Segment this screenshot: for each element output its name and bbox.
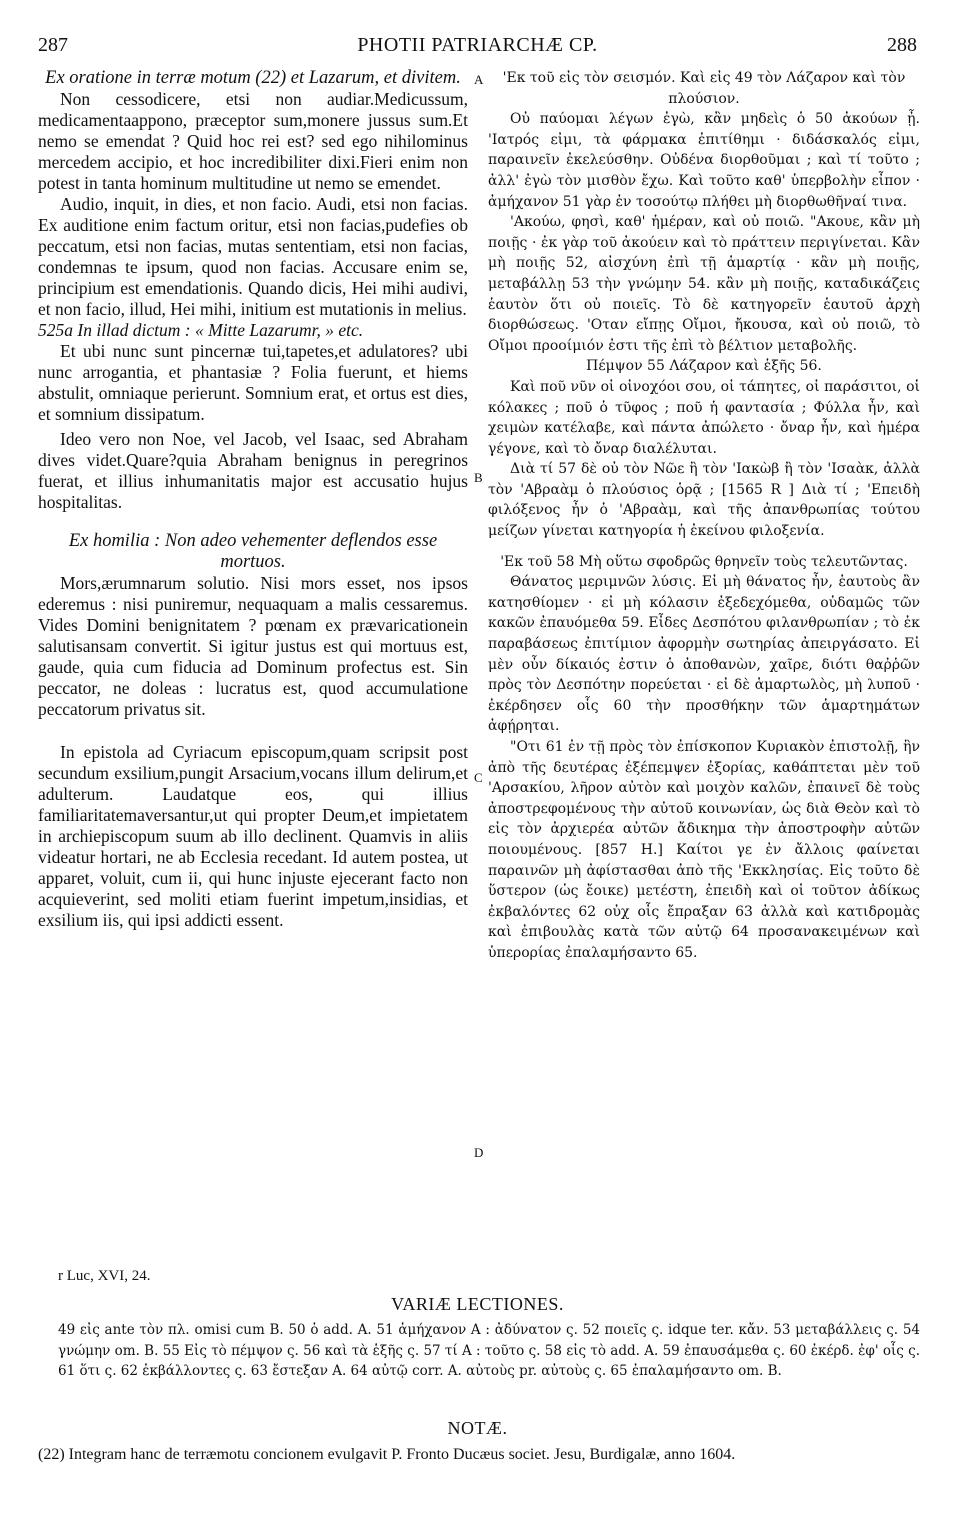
- latin-paragraph: Non cessodicere, etsi non audiar.Medicussum, medicamentaappono, præceptor sum,monere jussus sum.Et nemo se emendat ? Quid hoc rei est? sed ego nihilominus mercedem accipio, et hoc incredibiliter dixi.Fieri enim non potest in tanta hominum multitudine ut nemo se emendet.: [38, 89, 468, 193]
- greek-heading-2: 'Εκ τοῦ 58 Μὴ οὕτω σφοδρῶς θρηνεῖν τοὺς τελευτῶντας.: [500, 553, 908, 570]
- greek-paragraph: Θάνατος μεριμνῶν λύσις. Εἰ μὴ θάνατος ἦν, ἑαυτοὺς ἂν κατησθίομεν · εἰ μὴ κόλασιν ἐξεδεχόμεθα, οὐδαμῶς τῶν κακῶν ἐπαυόμεθα 59. Εἶδες Δεσπότου φιλανθρωπίαν ; τὸ ἐκ παραβάσεως ἐπιτίμιον ἀφορμὴν σωτηρίας ἀπειργάσατο. Εἰ μὲν οὖν δίκαιός ἐστιν ὁ ἀποθανὼν, χαῖρε, διότι θαῤῥῶν πρὸς τὸν Δεσπότην πορεύεται · εἰ δὲ ἁμαρτωλὸς, μὴ λυποῦ · ἐκέρδησεν οἷς 60 τὴν προσθήκην τῶν ἁμαρτημάτων ἀφῄρηται.: [488, 574, 920, 735]
- latin-subheading: 525a In illad dictum : « Mitte Lazarumr, » etc.: [38, 320, 364, 340]
- latin-paragraph: Ideo vero non Noe, vel Jacob, vel Isaac, sed Abraham dives videt.Quare?quia Abraham benignus in peregrinos fuerat, et illius inhumanitatis major est accusatio hujus hospitalitas.: [38, 429, 468, 512]
- greek-subheading: Πέμψον 55 Λάζαρον καὶ ἑξῆς 56.: [586, 358, 822, 375]
- margin-letter-a: A: [474, 72, 484, 87]
- latin-paragraph: Audio, inquit, in dies, et non facio. Audi, etsi non facias. Ex auditione enim factum oritur, etsi non facias,pudefies ob peccatum, etsi non facias, mutas sententiam, etsi non facias, condemnas te ipsum, quod non facias. Accusare enim se, principium est emendationis. Quando dicis, Hei mihi audivi, et non facio, illud, Hei mihi, initium est mutationis in melius.: [38, 194, 468, 319]
- greek-paragraph: Καὶ ποῦ νῦν οἱ οἰνοχόοι σου, οἱ τάπητες, οἱ παράσιτοι, οἱ κόλακες ; ποῦ ὁ τῦφος ; ποῦ ἡ φαντασία ; Φύλλα ἦν, καὶ χειμὼν κατέλαβε, καὶ πάντα ἀπώλετο · ὄναρ ἦν, καὶ ἡμέρα γέγονε, καὶ τὸ ὄναρ διαλέλυται.: [488, 378, 920, 457]
- latin-heading-1: Ex oratione in terræ motum (22) et Lazarum, et divitem.: [45, 68, 461, 88]
- notae-heading: NOTÆ.: [447, 1418, 508, 1438]
- latin-paragraph: In epistola ad Cyriacum episcopum,quam scripsit post secundum exsilium,pungit Arsacium,vocans illum delirum,et adulterum. Laudatque eos, qui illius familiaritatemaversantur,ut qui propter Deum,et impietatem in archiepiscopum suum ab illo declinent. Quamvis in aliis videatur hortari, ne ab Ecclesia recedant. Id autem postea, ut apparet, voluit, cum ii, qui hunc injuste ejecerant facto non acquieverint, sed moliti etiam fuerint impetum,insidias, et exsilium iis, qui ipsi addicti essent.: [38, 742, 468, 930]
- latin-heading-2: Ex homilia : Non adeo vehementer deflendos esse mortuos.: [68, 531, 438, 572]
- latin-column: [38, 68, 468, 931]
- greek-heading-1: 'Εκ τοῦ εἰς τὸν σεισμόν. Καὶ εἰς 49 τὸν Λάζαρον καὶ τὸν πλούσιον.: [502, 70, 906, 107]
- footnote-reference: r Luc, XVI, 24.: [58, 1268, 151, 1284]
- latin-paragraph: Mors,ærumnarum solutio. Nisi mors esset, nos ipsos ederemus : nisi puniremur, nequaquam a malis cessaremus. Vides Domini benignitatem ? pœnam ex prævaricationein salutisansam convertit. Si igitur justus est qui mortuus est, gaude, quia cum fiducia ad Dominum profectus est. Sin peccator, ne doleas : lucratus est, quod accumulatione peccatorum privatus sit.: [38, 573, 468, 719]
- page-header: [0, 0, 955, 70]
- page-number-right: 288: [887, 34, 917, 56]
- latin-paragraph: Et ubi nunc sunt pincernæ tui,tapetes,et adulatores? ubi nunc arrogantia, et phantasiæ ? Folia fuerunt, et hiems abstulit, omniaque perierunt. Somnium erat, et ortus est dies, et somnium dissipatum.: [38, 341, 468, 424]
- varia-lectiones-text: 49 εἰς ante τὸν πλ. omisi cum B. 50 ὁ add. A. 51 ἀμήχανον A : ἀδύνατον ς. 52 ποιεῖς ς. idque ter. κἄν. 53 μεταβάλλεις ς. 54 γνώμην om. B. 55 Εἰς τὸ πέμψον ς. 56 καὶ τὰ ἑξῆς ς. 57 τί A : τοῦτο ς. 58 εἰς τὸ add. A. 59 ἐπαυσάμεθα ς. 60 ἐκέρδ. ἐφ' οἷς ς. 61 ὅτι ς. 62 ἐκβάλλοντες ς. 63 ἔστεξαν A. 64 αὐτῷ corr. A. αὐτοὺς pr. αὐτοὺς ς. 65 ἐπαλαμήσαντο om. B.: [58, 1322, 920, 1379]
- greek-paragraph: Οὐ παύομαι λέγων ἐγὼ, κἂν μηδεὶς ὁ 50 ἀκούων ᾖ. 'Ιατρός εἰμι, τὰ φάρμακα ἐπιτίθημι · διδάσκαλός εἰμι, παραινεῖν ἐκελεύσθην. Οὐδένα διορθοῦμαι ; καὶ τί τοῦτο ; ἀλλ' ἐγὼ τὸν μισθὸν ἔχω. Καὶ τοῦτο καθ' ὑπερβολὴν εἶπον · ἀμήχανον 51 γὰρ ἐν τοσούτῳ πλήθει μὴ διορθωθῆναί τινα.: [488, 111, 920, 210]
- page-number-left: 287: [38, 34, 68, 56]
- margin-letter-b: B: [474, 470, 483, 485]
- greek-paragraph: "Οτι 61 ἐν τῇ πρὸς τὸν ἐπίσκοπον Κυριακὸν ἐπιστολῇ, ἣν ἀπὸ τῆς δευτέρας ἐξέπεμψεν ἐξορίας, καθάπτεται μὲν τοῦ 'Αρσακίου, λῆρον αὐτὸν καὶ μοιχὸν καλῶν, ἐπαινεῖ δὲ τοὺς ἀποστρεφομένους τὴν αὐτοῦ κοινωνίαν, ὡς διὰ Θεὸν καὶ τὸ εἰς τὸν ἀρχιερέα αὐτῶν ἄδικημα τὴν ἀποστροφὴν αὐτῶν ποιουμένους. [857 H.] Καίτοι γε ἐν ἄλλοις φαίνεται παραινῶν μὴ ἀφίστασθαι ἀπὸ τῆς 'Εκκλησίας. Εἰς τοῦτο δὲ ὕστερον (ὡς ἔοικε) μετέστη, ἐπειδὴ καὶ οἱ τοῦτον ἀδίκως ἐκβαλόντες 62 οὐχ οἷς ἔπραξαν 63 ἀλλὰ καὶ κατιδρομὰς καὶ ἐπιβουλὰς κατὰ τῶν αὐτῷ 64 προσανακειμένων καὶ ὑπερορίας ἐπαλαμήσαντο 65.: [488, 739, 920, 961]
- varia-lectiones-heading: VARIÆ LECTIONES.: [391, 1294, 564, 1314]
- greek-column: [488, 68, 920, 964]
- margin-letter-c: C: [474, 770, 483, 785]
- notae-text: (22) Integram hanc de terræmotu concionem evulgavit P. Fronto Ducæus societ. Jesu, Burdigalæ, anno 1604.: [38, 1446, 736, 1463]
- margin-letter-d: D: [474, 1145, 484, 1160]
- greek-paragraph: 'Ακούω, φησὶ, καθ' ἡμέραν, καὶ οὐ ποιῶ. "Ακουε, κἂν μὴ ποιῇς · ἐκ γὰρ τοῦ ἀκούειν καὶ τὸ πράττειν περιγίνεται. Κἂν μὴ ποιῇς 52, αἰσχύνη ἐπὶ τῇ ἁμαρτίᾳ · κἂν μὴ ποιῇς, μεταβάλλῃ 53 τὴν γνώμην 54. κἂν μὴ ποιῇς, καταδικάζεις ἑαυτὸν ὅτι οὐ ποιεῖς. Τὸ δὲ κατηγορεῖν ἑαυτοῦ ἀρχὴ διορθώσεως. 'Οταν εἴπῃς Οἴμοι, ἤκουσα, καὶ οὐ ποιῶ, τὸ Οἴμοι προοίμιόν ἐστι τῆς ἐπὶ τὸ βέλτιον μεταβολῆς.: [488, 214, 920, 354]
- greek-paragraph: Διὰ τί 57 δὲ οὐ τὸν Νῶε ἢ τὸν 'Ιακὼβ ἢ τὸν 'Ισαὰκ, ἀλλὰ τὸν 'Αβραὰμ ὁ πλούσιος ὁρᾷ ; [1565 R ] Διὰ τί ; 'Επειδὴ φιλόξενος ἦν ὁ 'Αβραὰμ, καὶ τῆς ἀπανθρωπίας τούτου μείζων γίνεται κατηγορία ἡ ἐκείνου φιλοξενία.: [488, 461, 920, 540]
- running-title: PHOTII PATRIARCHÆ CP.: [357, 34, 598, 56]
